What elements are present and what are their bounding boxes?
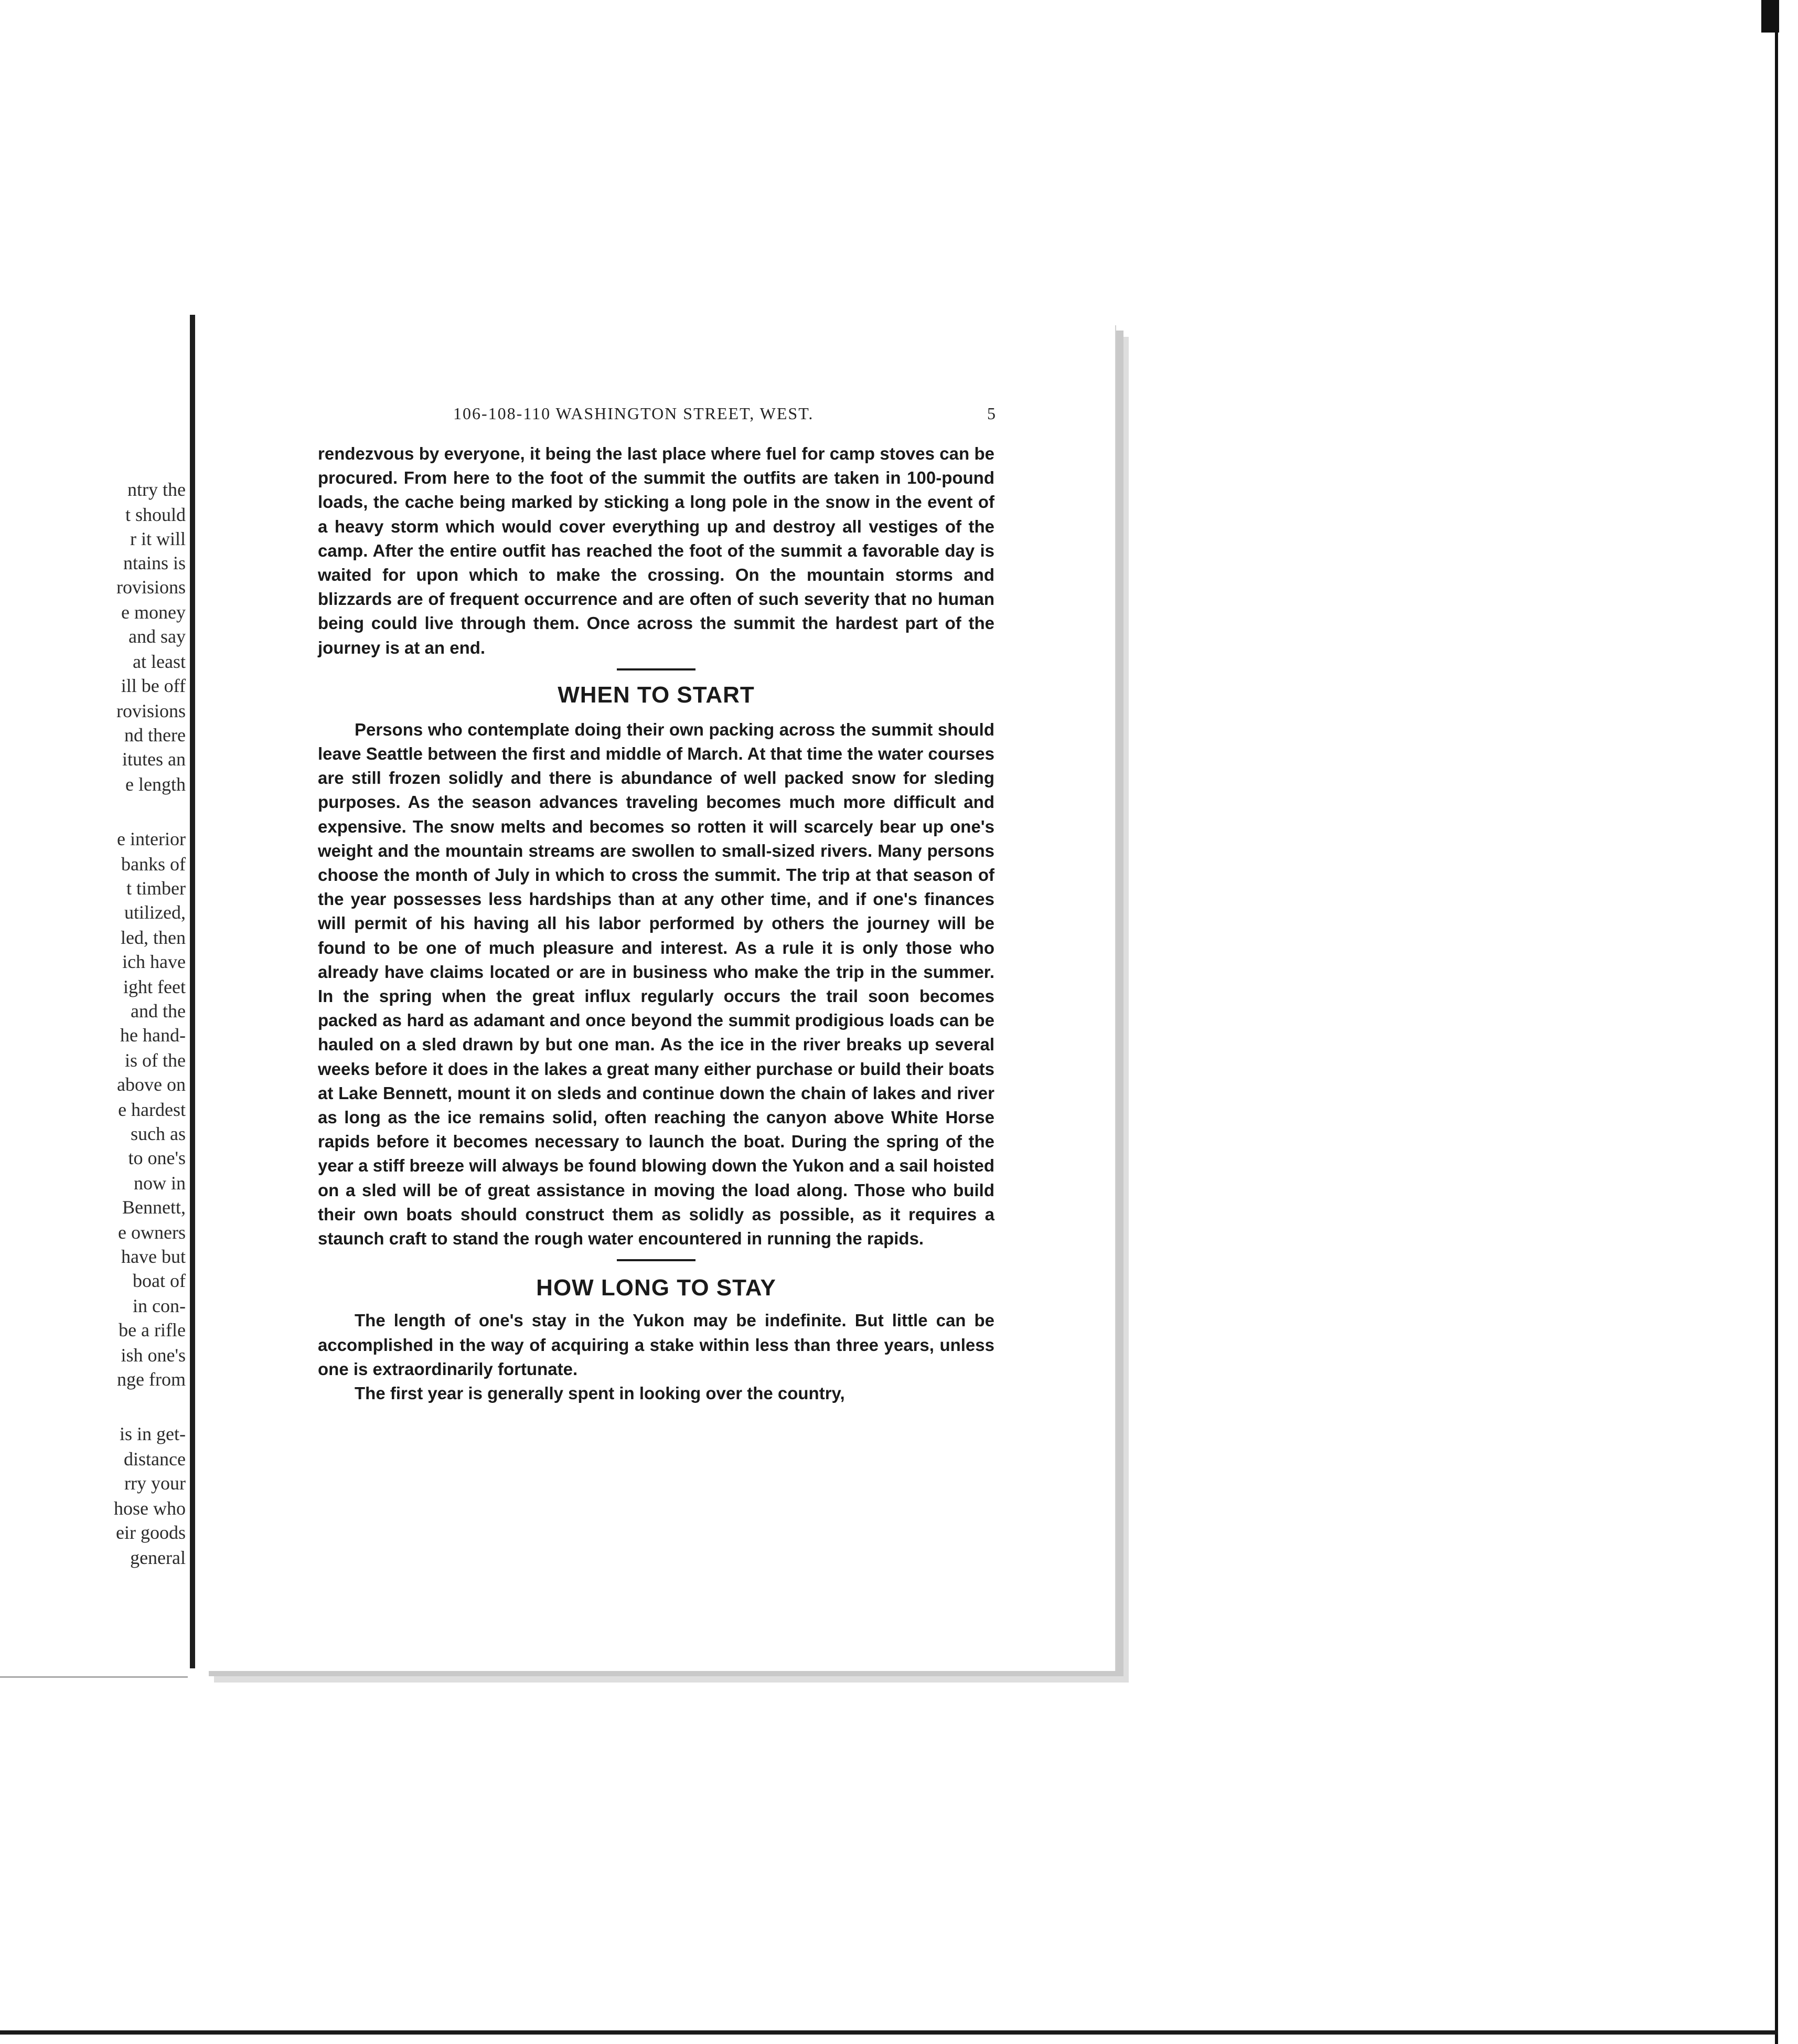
left-page-text-fragment: at least — [133, 651, 186, 672]
left-page-text-fragment: general — [130, 1547, 186, 1568]
left-page-text-fragment: such as — [131, 1123, 186, 1144]
left-page-text-fragment: t timber — [126, 878, 186, 899]
page-number: 5 — [987, 404, 997, 423]
left-page-text-fragment: is in get- — [120, 1423, 186, 1444]
left-page-text-fragment: distance — [124, 1449, 186, 1470]
left-page-text-fragment: now in — [134, 1173, 186, 1194]
intro-paragraph: rendezvous by everyone, it being the last place where fuel for camp stoves can be procured. From here to the foot of the summit the outfits are taken in 100-pound loads, the cache being marked by sticking a long pole in the snow in the event of a heavy storm which would cover everything up and destroy all vestiges of the camp. After the entire outfit has reached the foot of the summit a favorable day is waited for upon which to make the crossing. On the mountain storms and blizzards are of frequent occurrence and are often of such severity that no human being could live through them. Once across the summit the hardest part of the journey is at an end. — [318, 444, 994, 657]
left-page-text-fragment: and say — [129, 626, 186, 647]
left-page-text-fragment: eir goods — [116, 1522, 186, 1543]
left-page-text-fragment: in con- — [133, 1295, 186, 1316]
running-head-title: 106-108-110 WASHINGTON STREET, WEST. — [453, 404, 814, 423]
heading-how-long-to-stay: HOW LONG TO STAY — [536, 1275, 776, 1301]
left-page-text-fragment: above on — [117, 1074, 186, 1095]
page-body — [318, 442, 994, 1406]
left-page-text-fragment: he hand- — [120, 1025, 186, 1046]
left-page-text-fragment: itutes an — [122, 749, 186, 770]
left-page-text-fragment: have but — [121, 1246, 186, 1267]
left-page-text-fragment: is of the — [125, 1050, 186, 1071]
left-facing-page — [0, 0, 188, 1678]
left-page-text-fragment: e interior — [117, 828, 186, 849]
running-head — [201, 404, 1115, 430]
left-page-text-fragment: and the — [131, 1000, 186, 1021]
section-divider — [617, 1259, 695, 1261]
left-page-text-fragment: e owners — [118, 1222, 186, 1243]
left-page-text-fragment: be a rifle — [119, 1319, 186, 1340]
left-page-text-fragment: e length — [125, 774, 186, 795]
left-page-text-fragment: ntry the — [127, 479, 186, 500]
left-page-text-fragment: banks of — [121, 854, 186, 875]
left-page-text-fragment: boat of — [133, 1270, 186, 1291]
left-page-text-fragment: rovisions — [116, 577, 186, 598]
right-page — [201, 325, 1116, 1671]
left-page-text-fragment: e money — [121, 602, 186, 623]
left-page-text-fragment: nge from — [117, 1369, 186, 1390]
when-to-start-paragraph: Persons who contemplate doing their own packing across the summit should leave Seattle between the first and middle of March. At that time the water courses are still frozen solidly and there is abundance of well packed snow for sleding purposes. As the season advances traveling becomes much more difficult and expensive. The snow melts and becomes so rotten it will scarcely bear up one's weight and the mountain streams are swollen to small-sized rivers. Many persons choose the month of July in which to cross the summit. The trip at that season of the year possesses less hardships than at any other time, and if one's finances will permit of his having all his labor performed by others the journey will be found to be one of much pleasure and interest. As a rule it is only those who already have claims located or are in business who make the trip in the summer. In the spring when the great influx regularly occurs the trail soon becomes packed as hard as adamant and once beyond the summit prodigious loads can be hauled on a sled drawn by but one man. As the ice in the river breaks up several weeks before it does in the lakes a great many either purchase or build their boats at Lake Bennett, mount it on sleds and continue down the chain of lakes and river as long as the ice remains solid, often reaching the canyon above White Horse rapids before it becomes necessary to launch the boat. During the spring of the year a stiff breeze will always be found blowing down the Yukon and a sail hoisted on a sled will be of great assistance in moving the load along. Those who build their own boats should construct them as solidly as possible, as it requires a staunch craft to stand the rough water encountered in running the rapids. — [318, 719, 994, 1249]
left-page-text-fragment: nd there — [124, 725, 186, 746]
scanner-bottom-edge — [0, 2030, 1778, 2035]
left-page-text-fragment: hose who — [114, 1498, 186, 1519]
section-divider — [617, 668, 695, 670]
left-page-text-fragment: to one's — [128, 1147, 186, 1168]
left-page-text-fragment: led, then — [121, 927, 186, 948]
left-page-text-fragment: ight feet — [123, 976, 186, 997]
left-page-text-fragment: ich have — [122, 951, 186, 972]
scanner-edge — [1775, 0, 1778, 2044]
left-page-text-fragment: r it will — [130, 528, 186, 549]
left-page-text-fragment: utilized, — [124, 902, 186, 923]
left-page-text-fragment: rry your — [124, 1473, 186, 1494]
left-page-text-fragment: rovisions — [116, 700, 186, 721]
book-gutter — [190, 315, 195, 1668]
left-page-text-fragment: ntains is — [123, 552, 186, 573]
left-page-text-fragment: ish one's — [121, 1345, 186, 1366]
scanner-corner — [1761, 0, 1779, 33]
left-page-text-fragment: e hardest — [118, 1099, 186, 1120]
left-page-text-fragment: Bennett, — [122, 1197, 186, 1218]
how-long-paragraph-2: The first year is generally spent in looking over the country, — [355, 1383, 845, 1403]
heading-when-to-start: WHEN TO START — [558, 682, 755, 708]
left-page-text-fragment: ill be off — [121, 675, 186, 696]
how-long-paragraph-1: The length of one's stay in the Yukon may be indefinite. But little can be accomplished in the way of acquiring a stake within less than three years, unless one is extraordinarily fortunate. — [318, 1311, 994, 1379]
left-page-text-fragment: t should — [125, 504, 186, 525]
